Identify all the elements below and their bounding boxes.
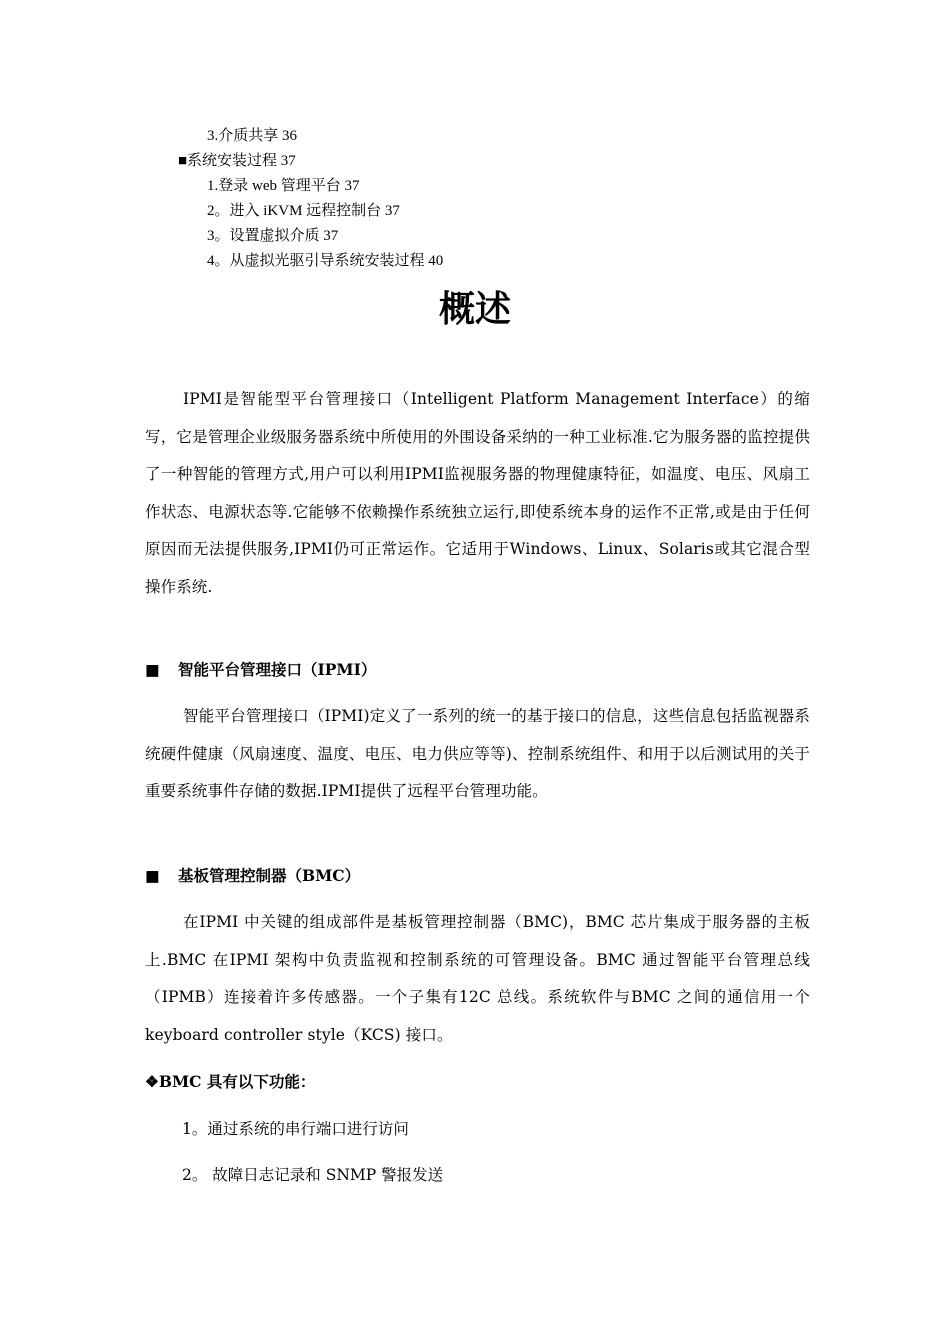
section-heading-text: 智能平台管理接口（IPMI） [178,660,377,679]
toc-item[interactable]: 4。从虚拟光驱引导系统安装过程 40 [207,253,444,269]
toc-item[interactable]: 2。进入 iKVM 远程控制台 37 [207,203,400,219]
functions-heading: ❖BMC 具有以下功能： [145,1072,316,1091]
square-bullet-icon: ■ [145,661,160,679]
toc-item[interactable]: ■系统安装过程 37 [178,153,296,169]
list-item: 1。通过系统的串行端口进行访问 [182,1120,409,1138]
toc-item[interactable]: 3。设置虚拟介质 37 [207,228,339,244]
square-bullet-icon: ■ [145,867,160,885]
section-heading-ipmi [145,659,376,681]
toc-item[interactable]: 3.介质共享 36 [207,128,298,144]
intro-paragraph: IPMI是智能型平台管理接口（Intelligent Platform Management Interface）的缩写，它是管理企业级服务器系统中所使用的外围设备采纳的一种工业标准.它为服务器的监控提供了一种智能的管理方式,用户可以利用IPMI监视服务器的物理健康特征，如温度、电压、风扇工作状态、电源状态等.它能够不依赖操作系统独立运行,即使系统本身的运作不正常,或是由于任何原因而无法提供服务,IPMI仍可正常运作。它适用于Windows、Linux、Solaris或其它混合型操作系统. [145,390,810,596]
section-heading-bmc [145,865,360,887]
section-body-bmc: 在IPMI 中关键的组成部件是基板管理控制器（BMC)，BMC 芯片集成于服务器的主板上.BMC 在IPMI 架构中负责监视和控制系统的可管理设备。BMC 通过智能平台管理总线（IPMB）连接着许多传感器。一个子集有12C 总线。系统软件与BMC 之间的通信用一个keyboard controller style（KCS) 接口。 [145,913,810,1044]
section-body-ipmi: 智能平台管理接口（IPMI)定义了一系列的统一的基于接口的信息，这些信息包括监视器系统硬件健康（风扇速度、温度、电压、电力供应等等)、控制系统组件、和用于以后测试用的关于重要系统事件存储的数据.IPMI提供了远程平台管理功能。 [145,707,810,800]
section-heading-text: 基板管理控制器（BMC） [178,866,361,885]
toc-item[interactable]: 1.登录 web 管理平台 37 [207,178,360,194]
page-title: 概述 [438,289,511,330]
list-item: 2。 故障日志记录和 SNMP 警报发送 [182,1166,444,1184]
